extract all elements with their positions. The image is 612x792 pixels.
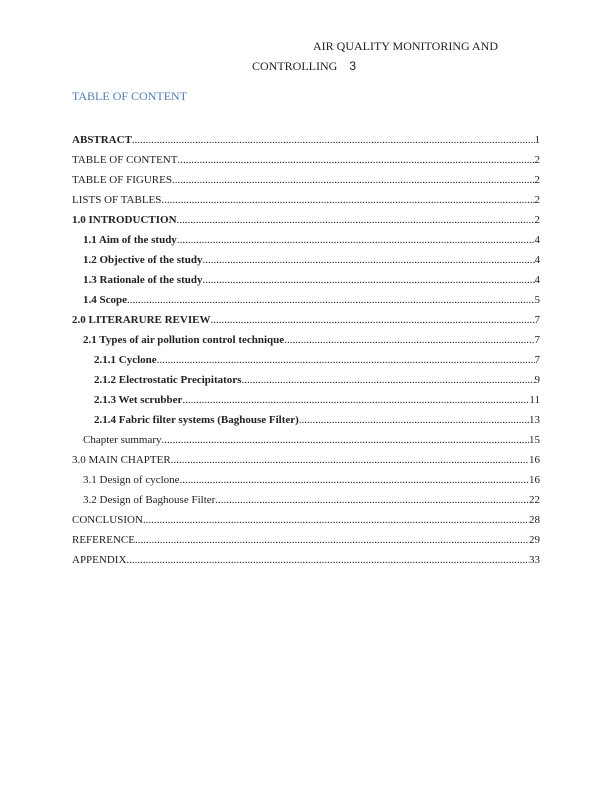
- dot-leader: [143, 510, 529, 530]
- toc-entry-title: ABSTRACT: [72, 134, 132, 146]
- toc-entry-title: 2.0 LITERARURE REVIEW: [72, 314, 211, 326]
- dot-leader: [162, 430, 529, 450]
- dot-leader: [241, 370, 534, 390]
- toc-entry-page: 4: [534, 234, 540, 246]
- toc-entry-page: 33: [529, 554, 540, 566]
- toc-entry[interactable]: [72, 350, 540, 370]
- toc-entry-page: 15: [529, 434, 540, 446]
- dot-leader: [161, 190, 534, 210]
- toc-entry[interactable]: [72, 190, 540, 210]
- dot-leader: [171, 450, 529, 470]
- header-title-line2: [252, 56, 356, 76]
- toc-entry-title: LISTS OF TABLES: [72, 194, 162, 206]
- toc-entry[interactable]: [72, 130, 540, 150]
- toc-entry[interactable]: [72, 410, 540, 430]
- toc-entry-title: 1.2 Objective of the study: [83, 254, 203, 266]
- toc-entry-title: CONCLUSION: [72, 514, 143, 526]
- table-of-contents: [72, 130, 540, 570]
- toc-entry-page: 13: [529, 414, 540, 426]
- toc-entry-page: 4: [534, 254, 540, 266]
- toc-entry-title: Chapter summary: [83, 434, 162, 446]
- toc-entry-title: 2.1.4 Fabric filter systems (Baghouse Filter): [94, 414, 299, 426]
- dot-leader: [202, 270, 534, 290]
- dot-leader: [177, 210, 535, 230]
- toc-entry[interactable]: [72, 170, 540, 190]
- toc-entry-title: 1.4 Scope: [83, 294, 127, 306]
- toc-entry-page: 9: [534, 374, 540, 386]
- dot-leader: [157, 350, 535, 370]
- toc-entry-title: TABLE OF CONTENT: [72, 154, 178, 166]
- dot-leader: [182, 390, 529, 410]
- toc-entry[interactable]: [72, 390, 540, 410]
- dot-leader: [177, 150, 534, 170]
- toc-entry[interactable]: [72, 330, 540, 350]
- toc-entry-page: 7: [534, 334, 540, 346]
- toc-entry-title: 1.3 Rationale of the study: [83, 274, 203, 286]
- toc-entry[interactable]: [72, 230, 540, 250]
- toc-entry-page: 5: [534, 294, 540, 306]
- dot-leader: [132, 130, 535, 150]
- toc-entry-title: 2.1.3 Wet scrubber: [94, 394, 183, 406]
- dot-leader: [180, 470, 529, 490]
- toc-entry[interactable]: [72, 370, 540, 390]
- toc-entry-page: 2: [534, 154, 540, 166]
- toc-entry-page: 29: [529, 534, 540, 546]
- dot-leader: [127, 290, 535, 310]
- toc-entry-page: 7: [534, 314, 540, 326]
- toc-entry[interactable]: [72, 470, 540, 490]
- dot-leader: [177, 230, 535, 250]
- toc-entry[interactable]: [72, 490, 540, 510]
- toc-entry-page: 2: [534, 174, 540, 186]
- toc-entry[interactable]: [72, 530, 540, 550]
- toc-entry[interactable]: [72, 450, 540, 470]
- toc-entry[interactable]: [72, 150, 540, 170]
- toc-entry-title: 3.2 Design of Baghouse Filter: [83, 494, 216, 506]
- toc-entry-page: 16: [529, 454, 540, 466]
- toc-entry-title: 2.1.1 Cyclone: [94, 354, 157, 366]
- toc-entry[interactable]: [72, 290, 540, 310]
- dot-leader: [202, 250, 534, 270]
- toc-entry-title: 3.0 MAIN CHAPTER: [72, 454, 171, 466]
- header-title-line2-text: CONTROLLING: [252, 59, 338, 73]
- dot-leader: [210, 310, 534, 330]
- dot-leader: [299, 410, 529, 430]
- dot-leader: [215, 490, 529, 510]
- header-page-number: 3: [349, 59, 357, 73]
- dot-leader: [126, 550, 529, 570]
- toc-entry[interactable]: [72, 550, 540, 570]
- toc-entry-page: 11: [529, 394, 540, 406]
- dot-leader: [284, 330, 534, 350]
- toc-entry-page: 1: [534, 134, 540, 146]
- toc-entry-page: 7: [534, 354, 540, 366]
- toc-entry-page: 28: [529, 514, 540, 526]
- toc-entry-title: 1.1 Aim of the study: [83, 234, 177, 246]
- toc-entry-title: APPENDIX: [72, 554, 127, 566]
- toc-entry-page: 16: [529, 474, 540, 486]
- toc-entry-page: 2: [534, 214, 540, 226]
- toc-entry[interactable]: [72, 430, 540, 450]
- dot-leader: [172, 170, 535, 190]
- toc-heading: TABLE OF CONTENT: [72, 89, 188, 103]
- toc-entry[interactable]: [72, 270, 540, 290]
- header-title-line1: AIR QUALITY MONITORING AND: [313, 39, 498, 53]
- toc-entry-page: 2: [534, 194, 540, 206]
- toc-entry-title: 3.1 Design of cyclone: [83, 474, 180, 486]
- dot-leader: [135, 530, 529, 550]
- toc-entry[interactable]: [72, 510, 540, 530]
- toc-entry[interactable]: [72, 250, 540, 270]
- toc-entry-page: 4: [534, 274, 540, 286]
- toc-entry[interactable]: [72, 310, 540, 330]
- toc-entry-page: 22: [529, 494, 540, 506]
- toc-entry-title: TABLE OF FIGURES: [72, 174, 172, 186]
- toc-entry-title: 1.0 INTRODUCTION: [72, 214, 177, 226]
- toc-entry-title: REFERENCE: [72, 534, 135, 546]
- toc-entry-title: 2.1.2 Electrostatic Precipitators: [94, 374, 242, 386]
- toc-entry-title: 2.1 Types of air pollution control technique: [83, 334, 285, 346]
- toc-entry[interactable]: [72, 210, 540, 230]
